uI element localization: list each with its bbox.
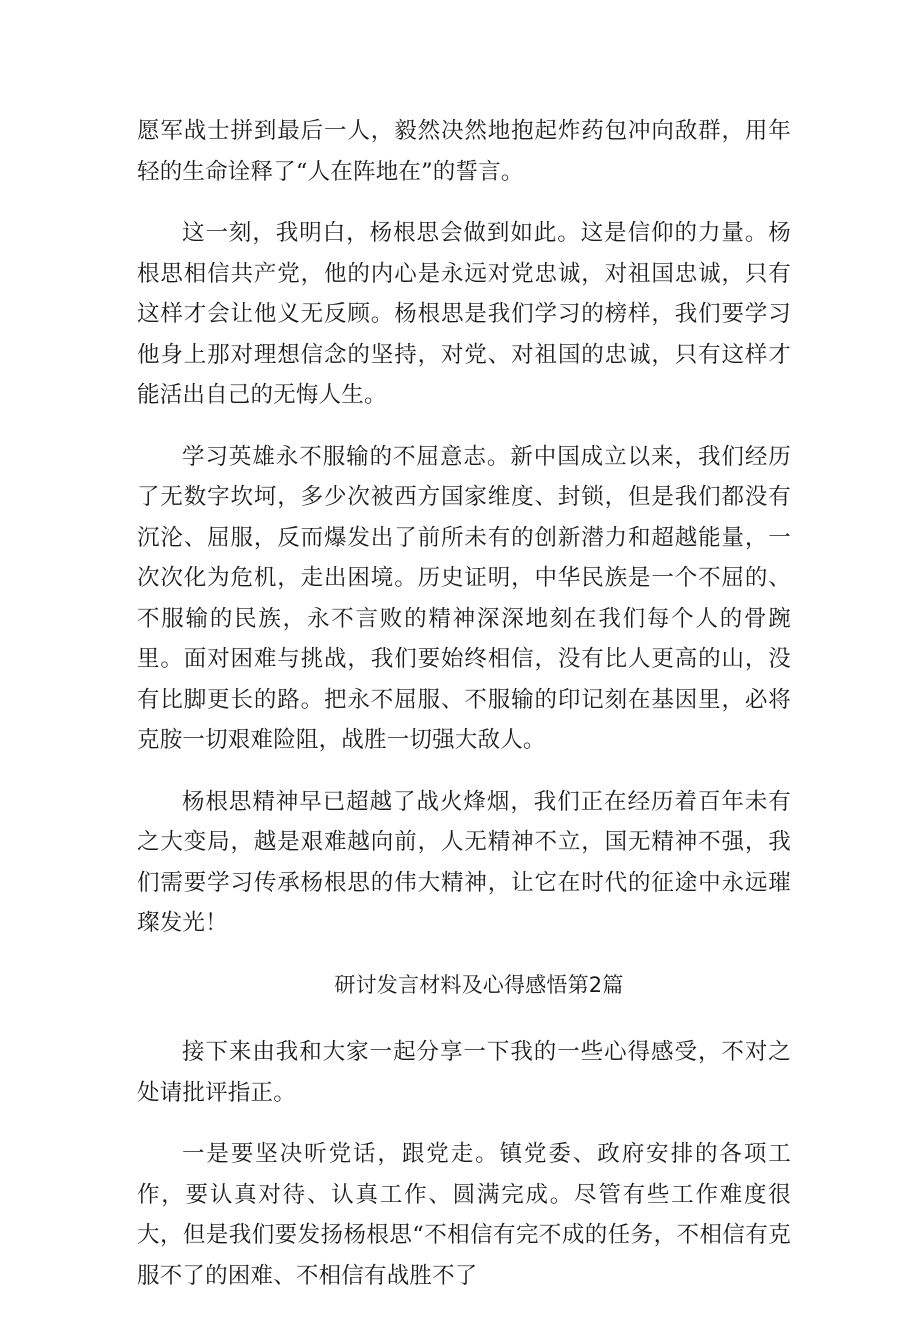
paragraph: 杨根思精神早已超越了战火烽烟，我们正在经历着百年未有之大变局，越是艰难越向前，人无精神不立，国无精神不强，我们需要学习传承杨根思的伟大精神，让它在时代的征途中永远璀璨发光！ [137, 788, 791, 936]
paragraph: 这一刻，我明白，杨根思会做到如此。这是信仰的力量。杨根思相信共产党，他的内心是永远对党忠诚，对祖国忠诚，只有这样才会让他义无反顾。杨根思是我们学习的榜样，我们要学习他身上那对理想信念的坚持，对党、对祖国的忠诚，只有这样才能活出自己的无悔人生。 [137, 220, 791, 408]
paragraph: 一是要坚决听党话，跟党走。镇党委、政府安排的各项工作，要认真对待、认真工作、圆满完成。尽管有些工作难度很大，但是我们要发扬杨根思“不相信有完不成的任务，不相信有克服不了的困难、不相信有战胜不了 [137, 1141, 791, 1289]
document-body [137, 111, 791, 1317]
paragraph: 接下来由我和大家一起分享一下我的一些心得感受，不对之处请批评指正。 [137, 1039, 791, 1106]
paragraph: 学习英雄永不服输的不屈意志。新中国成立以来，我们经历了无数字坎坷，多少次被西方国家维度、封锁，但是我们都没有沉沦、屈服，反而爆发出了前所未有的创新潜力和超越能量，一次次化为危机，走出困境。历史证明，中华民族是一个不屈的、不服输的民族，永不言败的精神深深地刻在我们每个人的骨踠里。面对困难与挑战，我们要始终相信，没有比人更高的山，没有比脚更长的路。把永不屈服、不服输的印记刻在基因里，必将克胺一切艰难险阻，战胜一切强大敌人。 [137, 443, 791, 753]
paragraph-continuation: 愿军战士拼到最后一人，毅然决然地抱起炸药包冲向敌群，用年轻的生命诠释了“人在阵地在”的誓言。 [137, 118, 791, 185]
section-heading: 研讨发言材料及心得感悟第2篇 [334, 972, 624, 997]
